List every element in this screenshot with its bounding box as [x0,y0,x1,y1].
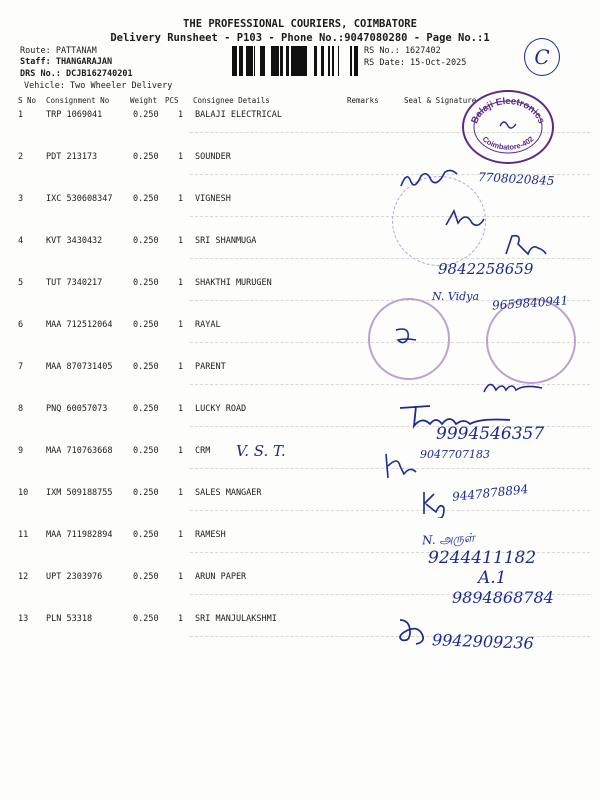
cell-consignment: IXC 530608347 [46,194,113,204]
cell-sno: 10 [18,488,29,498]
cell-weight: 0.250 [133,362,159,372]
handwritten-phone-row5: 9659840941 [491,293,569,313]
handwritten-name-row12: A.1 [478,568,507,588]
cell-weight: 0.250 [133,236,159,246]
barcode-bar [236,46,237,76]
barcode-bar [242,46,243,76]
route-label: Route: PATTANAM [20,46,97,56]
barcode-bar [262,46,263,76]
cell-pcs: 1 [178,404,184,414]
cell-consignee: PARENT [195,362,226,372]
barcode-bar [328,46,330,76]
circle-mark: C [524,38,560,76]
cell-pcs: 1 [178,320,184,330]
barcode-bar [300,46,303,76]
svg-text:Coimbatore-402 [481,134,536,151]
cell-consignment: MAA 712512064 [46,320,113,330]
col-pcs: PCS [165,96,179,105]
signature-row3b [440,205,490,231]
cell-pcs: 1 [178,614,184,624]
barcode-bar [332,46,333,76]
cell-consignment: TUT 7340217 [46,278,103,288]
barcode-bar [354,46,355,76]
cell-consignment: PLN 53318 [46,614,93,624]
cell-pcs: 1 [178,362,184,372]
cell-pcs: 1 [178,236,184,246]
cell-consignee: RAYAL [195,320,221,330]
runsheet-title: Delivery Runsheet - P103 - Phone No.:9047080280 - Page No.:1 [110,32,490,44]
barcode-bar [234,46,236,76]
barcode-bar [254,46,255,76]
barcode-bar [355,46,358,76]
handwritten-phone-row13: 9942909236 [431,630,535,653]
cell-sno: 12 [18,572,29,582]
barcode-bar [271,46,273,76]
cell-consignment: IXM 509188755 [46,488,113,498]
col-weight: Weight [130,96,158,105]
cell-sno: 4 [18,236,24,246]
cell-consignee: RAMESH [195,530,226,540]
company-name: THE PROFESSIONAL COURIERS, COIMBATORE [183,18,417,30]
barcode-bar [232,46,234,76]
barcode-bar [246,46,248,76]
cell-weight: 0.250 [133,152,159,162]
handwritten-phone-row11: 9244411182 [428,548,537,568]
handwritten-name-row5: N. Vidya [432,290,479,303]
barcode-bar [291,46,293,76]
handwritten-phone-row4: 9842258659 [438,260,534,278]
barcode-bar [286,46,289,76]
barcode-bar [305,46,307,76]
cell-consignee: VIGNESH [195,194,231,204]
cell-sno: 9 [18,446,24,456]
handwritten-phone-row3: 7708020845 [477,170,555,188]
cell-consignment: MAA 870731405 [46,362,113,372]
cell-consignment: TRP 1069041 [46,110,103,120]
barcode-bar [280,46,283,76]
cell-weight: 0.250 [133,572,159,582]
cell-sno: 1 [18,110,24,120]
svg-text:Balaji Electronics [469,96,546,125]
cell-weight: 0.250 [133,488,159,498]
cell-pcs: 1 [178,110,184,120]
cell-sno: 3 [18,194,24,204]
barcode-bar [263,46,265,76]
cell-consignment: MAA 711982894 [46,530,113,540]
handwritten-phone-row9: 9994546357 [436,424,545,444]
cell-sno: 11 [18,530,29,540]
signature-row9 [382,450,422,480]
cell-pcs: 1 [178,572,184,582]
cell-consignee: ARUN PAPER [195,572,247,582]
table-row [0,446,600,488]
col-consignment: Consignment No [46,96,110,105]
cell-consignment: UPT 2303976 [46,572,103,582]
signature-row10 [420,490,450,518]
row-divider [190,258,590,259]
cell-consignee: BALAJI ELECTRICAL [195,110,282,120]
vehicle-label: Vehicle: Two Wheeler Delivery [24,81,173,91]
cell-pcs: 1 [178,194,184,204]
cell-consignment: KVT 3430432 [46,236,103,246]
company-stamp [462,90,554,164]
handwritten-remark-row9: V. S. T. [236,442,286,460]
barcode-bar [299,46,300,76]
cell-consignee: LUCKY ROAD [195,404,247,414]
barcode-bar [239,46,242,76]
cell-sno: 13 [18,614,29,624]
handwritten-phone-row9b: 9047707183 [420,448,490,461]
barcode-bar [338,46,339,76]
barcode-bar [314,46,317,76]
signature-row6 [392,322,422,346]
cell-consignment: PNQ 60057073 [46,404,108,414]
barcode-bar [303,46,305,76]
barcode-bar [321,46,324,76]
handwritten-phone-row12: 9894868784 [452,588,554,607]
barcode-bar [276,46,279,76]
col-remarks: Remarks [347,96,379,105]
barcode-bar [251,46,253,76]
cell-weight: 0.250 [133,194,159,204]
handwritten-phone-row10: 9447878894 [451,482,529,504]
cell-pcs: 1 [178,530,184,540]
barcode-bar [333,46,334,76]
signature-row13 [394,614,428,648]
barcode-bar [273,46,276,76]
cell-weight: 0.250 [133,614,159,624]
barcode-bar [296,46,299,76]
handwritten-name-row11: N. அருள் [421,530,475,548]
cell-weight: 0.250 [133,320,159,330]
cell-consignee: SOUNDER [195,152,231,162]
barcode-bar [350,46,352,76]
cell-consignment: MAA 710763668 [46,446,113,456]
col-sno: S No [18,96,37,105]
cell-sno: 7 [18,362,24,372]
cell-pcs: 1 [178,446,184,456]
signature-row4 [500,232,550,258]
cell-consignee: SALES MANGAER [195,488,262,498]
cell-sno: 2 [18,152,24,162]
table-row [0,194,600,236]
cell-pcs: 1 [178,278,184,288]
cell-weight: 0.250 [133,404,159,414]
cell-weight: 0.250 [133,446,159,456]
cell-pcs: 1 [178,488,184,498]
cell-weight: 0.250 [133,278,159,288]
cell-sno: 6 [18,320,24,330]
barcode-bar [260,46,262,76]
drs-number: DRS No.: DCJB162740201 [20,69,133,79]
col-consignee: Consignee Details [193,96,270,105]
signature-row3 [395,168,475,192]
barcode [232,46,360,76]
stamp-bottom-text: Coimbatore-402 [480,134,536,152]
cell-sno: 5 [18,278,24,288]
rs-date: RS Date: 15-Oct-2025 [364,58,467,68]
stamp-top-text: Balaji Electronics [469,95,547,126]
cell-consignee: CRM [195,446,211,456]
cell-weight: 0.250 [133,110,159,120]
cell-consignee: SRI MANJULAKSHMI [195,614,277,624]
row-divider [190,216,590,217]
barcode-bar [248,46,251,76]
cell-sno: 8 [18,404,24,414]
cell-pcs: 1 [178,152,184,162]
signature-row8 [478,378,548,398]
cell-consignee: SRI SHANMUGA [195,236,257,246]
cell-consignee: SHAKTHI MURUGEN [195,278,272,288]
rs-number: RS No.: 1627402 [364,46,441,56]
cell-consignment: PDT 213173 [46,152,98,162]
staff-label: Staff: THANGARAJAN [20,57,113,67]
barcode-bar [293,46,296,76]
row-divider [190,510,590,511]
cell-weight: 0.250 [133,530,159,540]
col-seal-signature: Seal & Signature [404,96,477,105]
